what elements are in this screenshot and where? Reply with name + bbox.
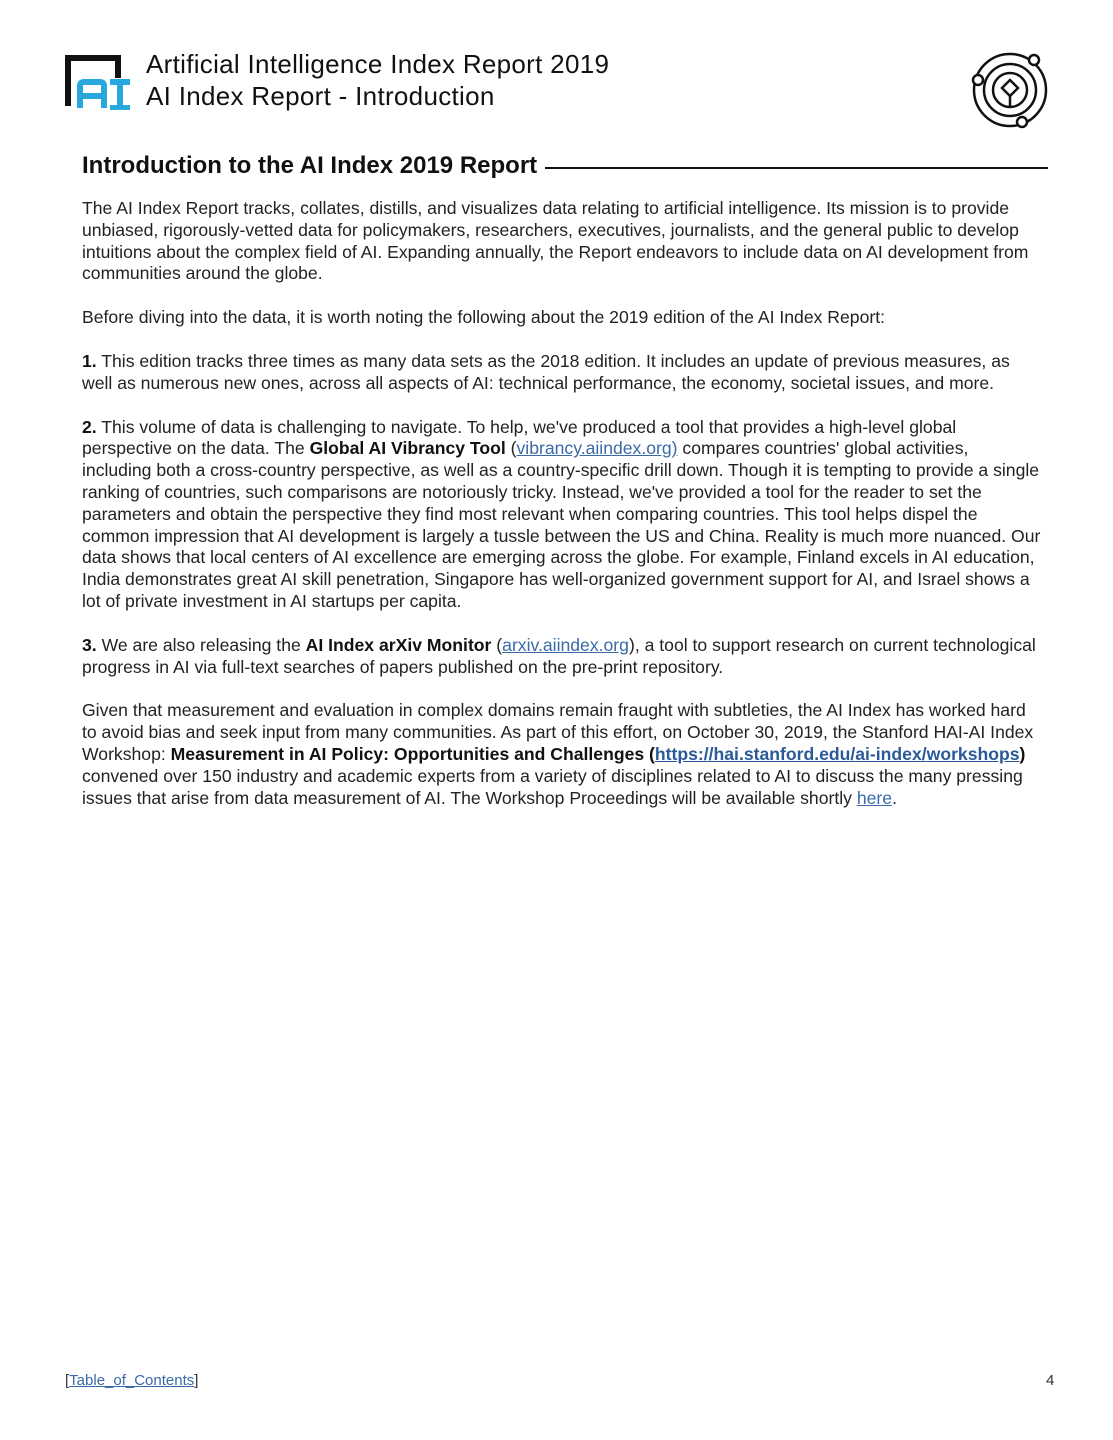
item-2-paragraph: 2. This volume of data is challenging to navigate. To help, we've produced a tool that provides a high-level global perspective on the data. The Global AI Vibrancy Tool (vibrancy.aiindex.org) compares countries' global activities, including both a cross-country perspective, as well as a country-specific drill down. Though it is tempting to provide a single ranking of countries, such comparisons are notoriously tricky. Instead, we've provided a tool for the reader to set the parameters and obtain the perspective they find most relevant when comparing countries. This tool helps dispel the common impression that AI development is largely a tussle between the US and China. Reality is much more nuanced. Our data shows that local centers of AI excellence are emerging across the globe. For example, Finland excels in AI education, India demonstrates great AI skill penetration, Singapore has well-organized government support for AI, and Israel shows a lot of private investment in AI startups per capita. [82,416,1041,611]
item-3-paragraph: 3. We are also releasing the AI Index arXiv Monitor (arxiv.aiindex.org), a tool to support research on current technological progress in AI via full-text searches of papers published on the pre-print repository. [82,634,1036,677]
arxiv-link[interactable]: arxiv.aiindex.org [502,634,629,655]
intro-paragraph: The AI Index Report tracks, collates, distills, and visualizes data relating to artificial intelligence. Its mission is to provide unbiased, rigorously-vetted data for policymakers, researchers, executives, journalists, and the general public to develop intuitions about the complex field of AI. Expanding annually, the Report endeavors to include data on AI development from communities around the globe. [82,198,1029,284]
page-number: 4 [1046,1372,1055,1389]
page-header [64,48,1054,132]
section-title: Introduction to the AI Index 2019 Report [82,152,538,179]
table-of-contents-link[interactable]: Table_of_Contents [69,1372,195,1389]
heading-rule-divider [545,167,1048,169]
report-subtitle: AI Index Report - Introduction [146,81,495,111]
section-heading [82,152,1048,180]
body-content [82,198,1042,831]
item-number: 1. [82,350,97,371]
workshop-title: Measurement in AI Policy: Opportunities and Challenges ( [170,743,655,764]
item-1-paragraph: 1. This edition tracks three times as many data sets as the 2018 edition. It includes an update of previous measures, as well as numerous new ones, across all aspects of AI: technical performance, the economy, societal issues, and more. [82,350,1010,393]
orbit-diamond-icon [968,48,1052,132]
item-number: 2. [82,416,97,437]
footer-toc: [Table_of_Contents] [65,1372,199,1389]
proceedings-here-link[interactable]: here [856,787,893,808]
closing-paragraph: Given that measurement and evaluation in complex domains remain fraught with subtleties, the AI Index has worked hard to avoid bias and seek input from many communities. As part of this effort, on October 30, 2019, the Stanford HAI-AI Index Workshop: Measurement in AI Policy: Opportunities and Challenges (https://hai.stanford.edu/ai-index/workshops) convened over 150 industry and academic experts from a variety of disciplines related to AI to discuss the many pressing issues that arise from data measurement of AI. The Workshop Proceedings will be available shortly here. [82,700,1034,808]
before-paragraph: Before diving into the data, it is worth noting the following about the 2019 edition of the AI Index Report: [82,307,885,328]
vibrancy-tool-name: Global AI Vibrancy Tool [309,438,506,459]
workshops-link[interactable]: https://hai.stanford.edu/ai-index/workshops [654,743,1020,764]
item-number: 3. [82,634,97,655]
arxiv-monitor-name: AI Index arXiv Monitor [305,634,492,655]
ai-index-logo-icon [64,52,132,110]
report-title: Artificial Intelligence Index Report 2019 [146,49,610,79]
vibrancy-link[interactable]: vibrancy.aiindex.org) [516,438,678,459]
